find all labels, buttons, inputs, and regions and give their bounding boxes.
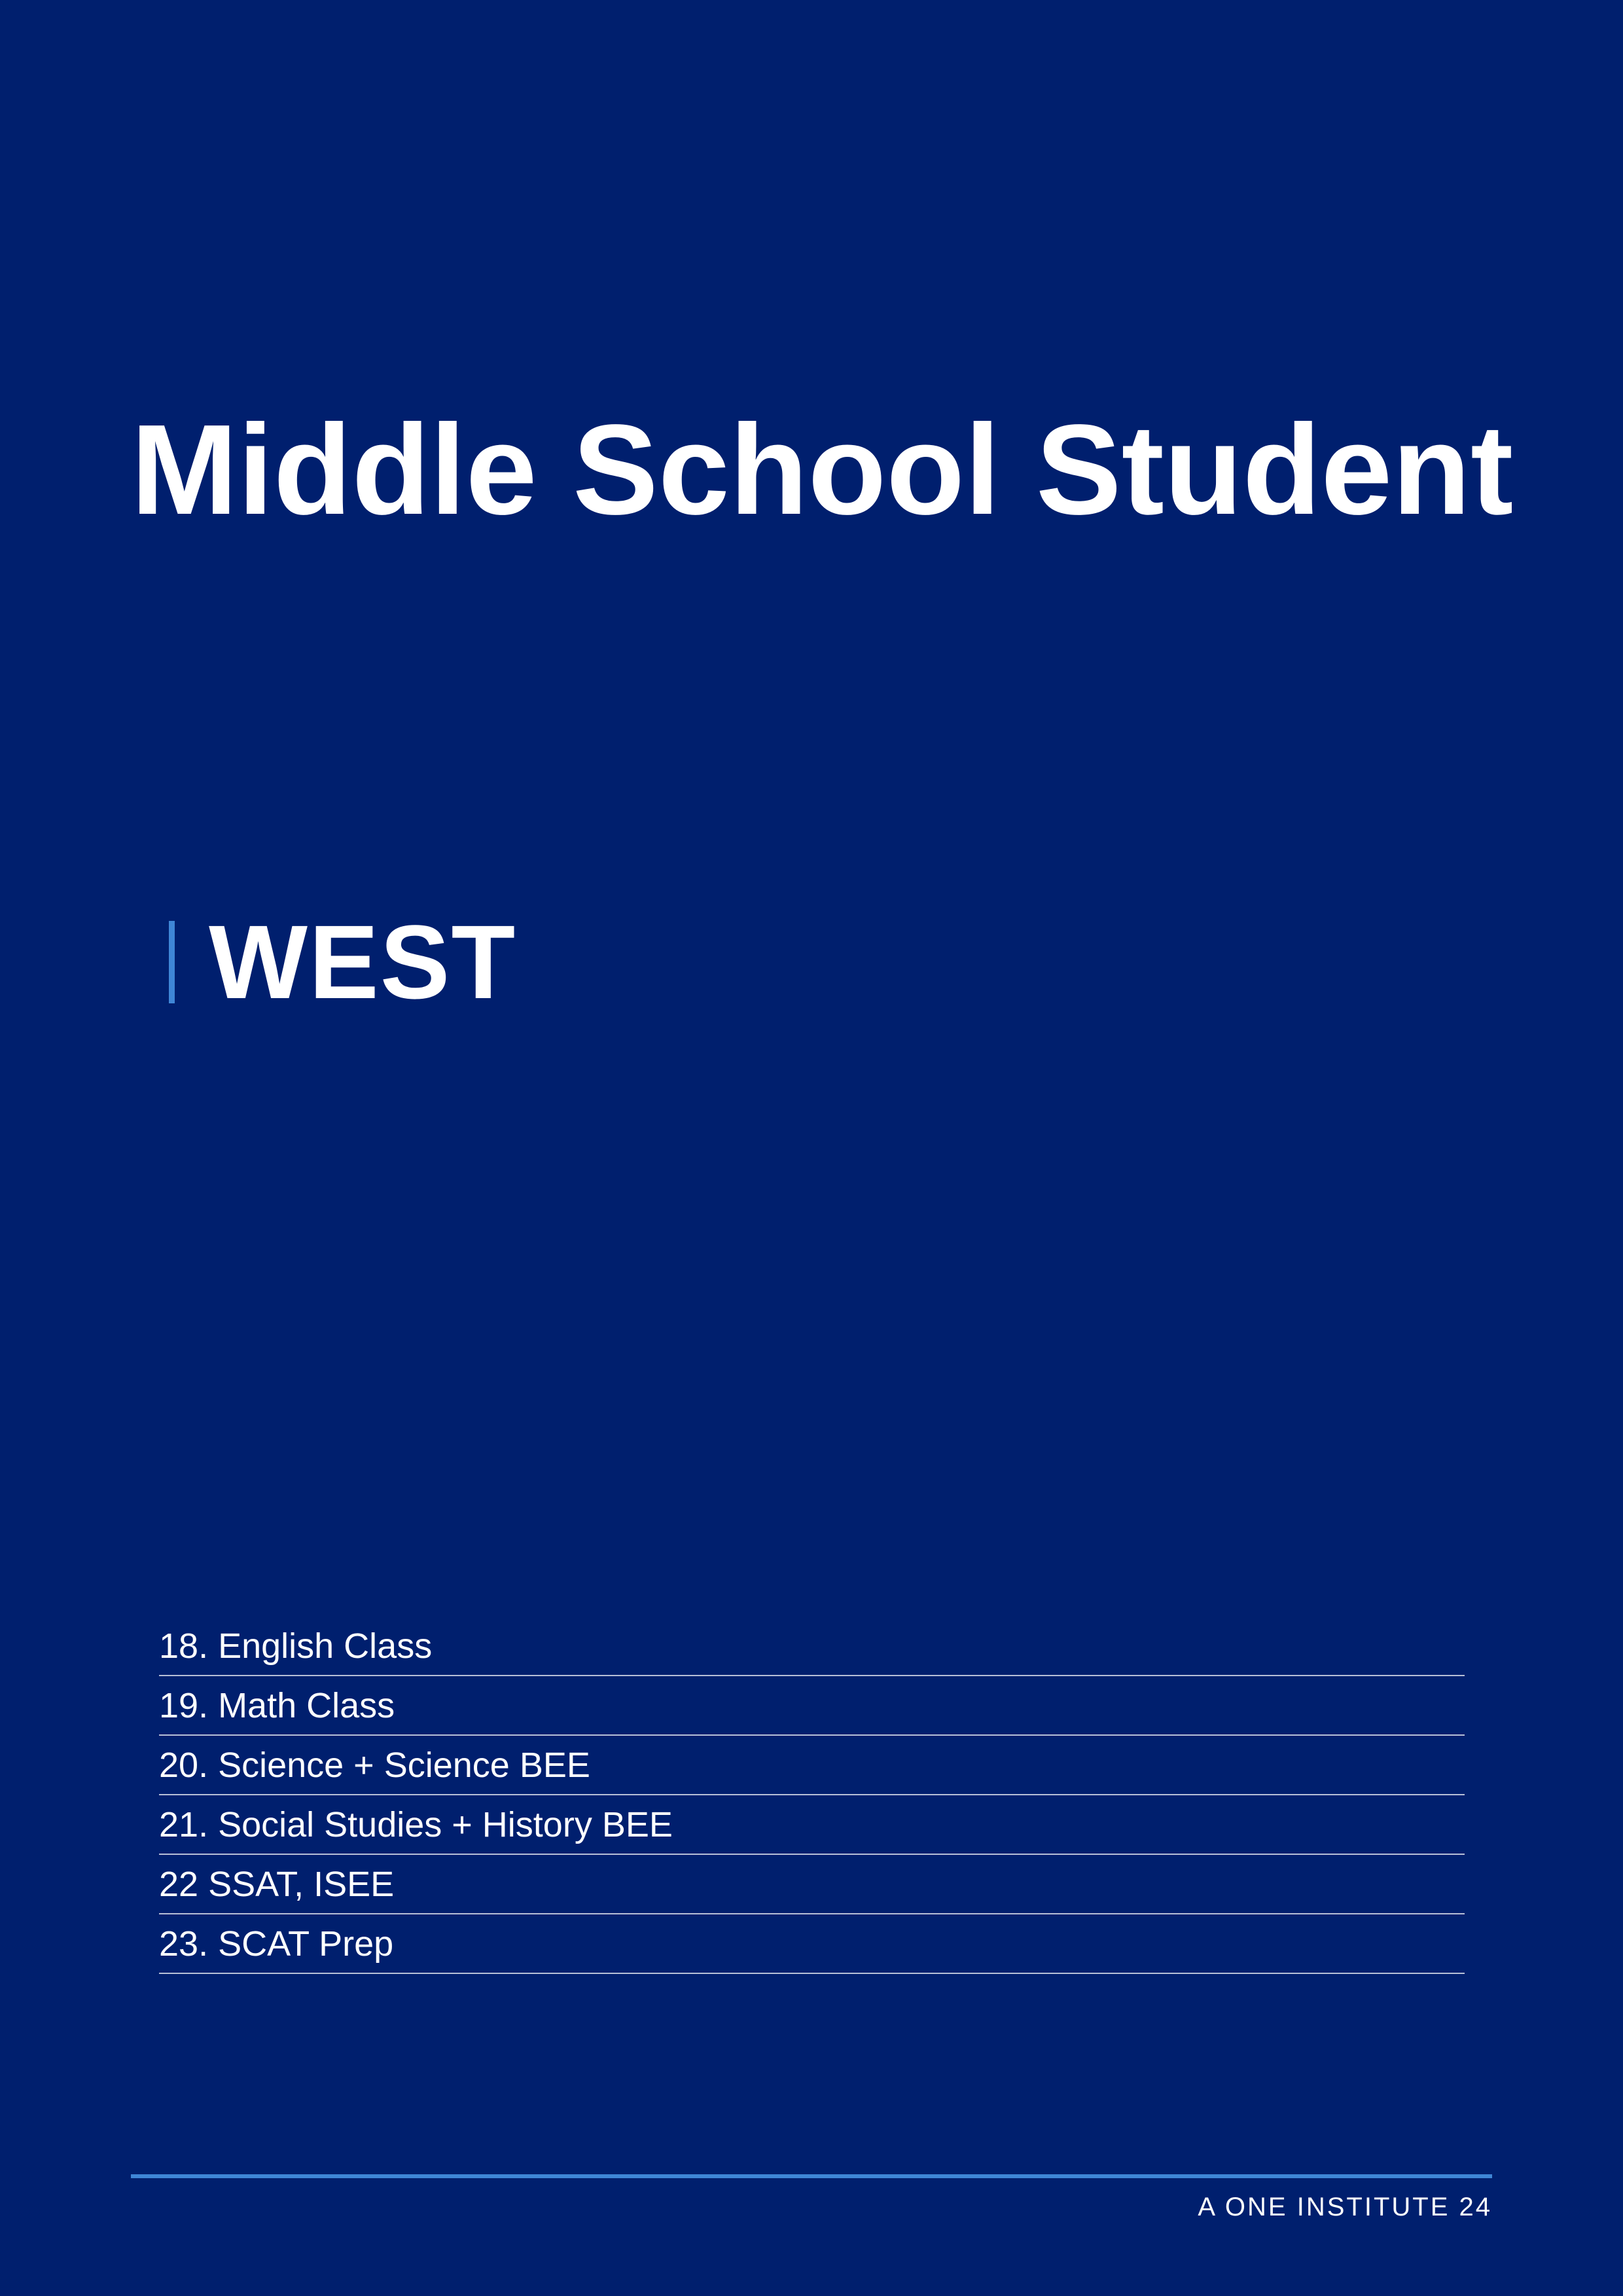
footer-page-label: A ONE INSTITUTE 24 [1198, 2193, 1492, 2221]
toc-item-math[interactable]: 19. Math Class [159, 1676, 1465, 1736]
toc-item-social-studies[interactable]: 21. Social Studies + History BEE [159, 1795, 1465, 1855]
toc-item-science[interactable]: 20. Science + Science BEE [159, 1736, 1465, 1795]
toc-item-scat-prep[interactable]: 23. SCAT Prep [159, 1914, 1465, 1974]
table-of-contents [159, 1617, 1465, 1974]
toc-item-english[interactable]: 18. English Class [159, 1617, 1465, 1676]
toc-item-ssat-isee[interactable]: 22 SSAT, ISEE [159, 1855, 1465, 1914]
footer-rule [131, 2174, 1492, 2178]
page-title: Middle School Student [131, 398, 1514, 541]
accent-bar [169, 921, 175, 1003]
section-heading [169, 903, 517, 1020]
section-title: WEST [209, 903, 517, 1020]
